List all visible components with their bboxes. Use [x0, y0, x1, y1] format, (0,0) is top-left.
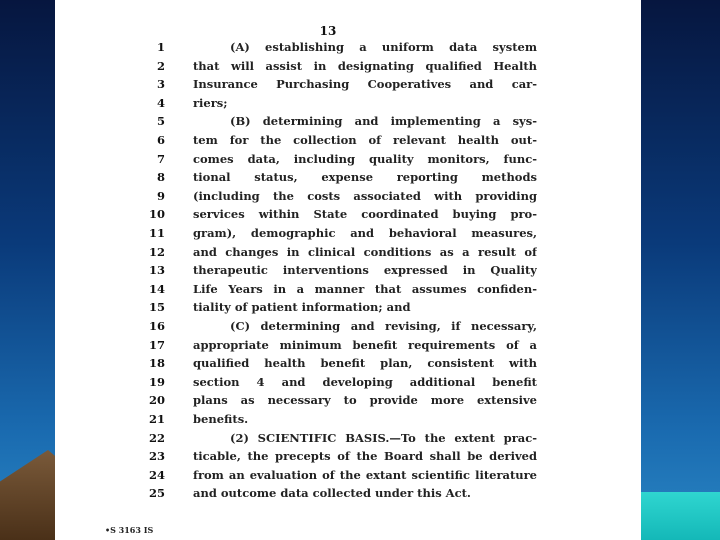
line-number: 20: [148, 393, 165, 408]
document-line: [55, 412, 641, 430]
line-text: section 4 and developing additional benefit: [193, 374, 537, 389]
document-line: [55, 77, 641, 95]
line-number: 22: [148, 430, 165, 445]
document-line: [55, 263, 641, 281]
line-number: 9: [156, 188, 165, 203]
line-text: tiality of patient information; and: [193, 300, 411, 315]
document-line: [55, 245, 641, 263]
line-text: therapeutic interventions expressed in Quality: [193, 263, 537, 278]
line-number: 18: [148, 356, 165, 371]
document-line: [55, 152, 641, 170]
document-line: [55, 449, 641, 467]
line-number: 24: [148, 467, 165, 482]
document-line: [55, 189, 641, 207]
line-text: (B) determining and implementing a sys-: [230, 114, 537, 129]
line-text: qualified health benefit plan, consistent with: [193, 356, 537, 371]
line-text: services within State coordinated buying pro-: [193, 207, 537, 222]
line-number: 15: [148, 300, 165, 315]
line-text: (including the costs associated with providing: [193, 188, 537, 203]
document-line: [55, 96, 641, 114]
line-text: Insurance Purchasing Cooperatives and car-: [193, 77, 537, 92]
line-text: (2) SCIENTIFIC BASIS.—To the extent prac-: [230, 430, 537, 445]
line-number: 11: [148, 226, 165, 240]
line-text: tional status, expense reporting methods: [193, 170, 537, 185]
document-line: [55, 468, 641, 486]
line-text: (C) determining and revising, if necessary,: [230, 319, 537, 333]
document-line: [55, 40, 641, 58]
line-number: 7: [156, 151, 165, 166]
line-number: 1: [156, 40, 165, 54]
document-line: [55, 133, 641, 151]
document-line: [55, 226, 641, 244]
line-text: riers;: [193, 95, 228, 110]
document-line: [55, 59, 641, 77]
line-number: 19: [148, 374, 165, 389]
line-text: and outcome data collected under this Act.: [193, 486, 471, 501]
line-text: and changes in clinical conditions as a result of: [193, 244, 537, 259]
line-text: benefits.: [193, 412, 249, 426]
document-line: [55, 207, 641, 225]
document-line: [55, 486, 641, 504]
line-number: 3: [156, 77, 165, 92]
line-text: ticable, the precepts of the Board shall be derived: [193, 449, 537, 464]
line-number: 4: [156, 95, 165, 110]
document-line: [55, 431, 641, 449]
line-number: 6: [156, 133, 165, 147]
line-number: 12: [148, 244, 165, 259]
line-number: 25: [148, 486, 165, 501]
line-text: comes data, including quality monitors, func-: [193, 151, 537, 166]
line-text: that will assist in designating qualified Health: [193, 58, 537, 73]
teal-corner-decoration: [630, 492, 720, 540]
line-number: 23: [148, 449, 165, 464]
page-number: 13: [319, 24, 337, 38]
line-number: 8: [156, 170, 165, 185]
line-text: appropriate minimum benefit requirements of a: [193, 337, 537, 352]
line-text: from an evaluation of the extant scientific literature: [193, 467, 537, 482]
document-line: [55, 393, 641, 411]
line-text: Life Years in a manner that assumes confiden-: [193, 281, 537, 296]
line-number: 16: [148, 319, 165, 333]
scanned-document-page: [55, 0, 641, 540]
line-text: plans as necessary to provide more extensive: [193, 393, 537, 408]
bill-footer: •S 3163 IS: [105, 525, 154, 535]
line-number: 13: [148, 263, 165, 278]
line-text: (A) establishing a uniform data system: [230, 40, 537, 54]
line-number: 2: [156, 58, 165, 73]
line-text: gram), demographic and behavioral measures,: [193, 226, 537, 240]
line-number: 10: [148, 207, 165, 222]
line-number: 21: [148, 412, 165, 426]
document-line: [55, 338, 641, 356]
line-text: tem for the collection of relevant health out-: [193, 133, 537, 147]
document-line: [55, 282, 641, 300]
document-line: [55, 300, 641, 318]
document-line: [55, 114, 641, 132]
line-number: 5: [156, 114, 165, 129]
line-number: 14: [148, 281, 165, 296]
document-line: [55, 375, 641, 393]
document-line: [55, 170, 641, 188]
document-line: [55, 319, 641, 337]
document-line: [55, 356, 641, 374]
line-number: 17: [148, 337, 165, 352]
